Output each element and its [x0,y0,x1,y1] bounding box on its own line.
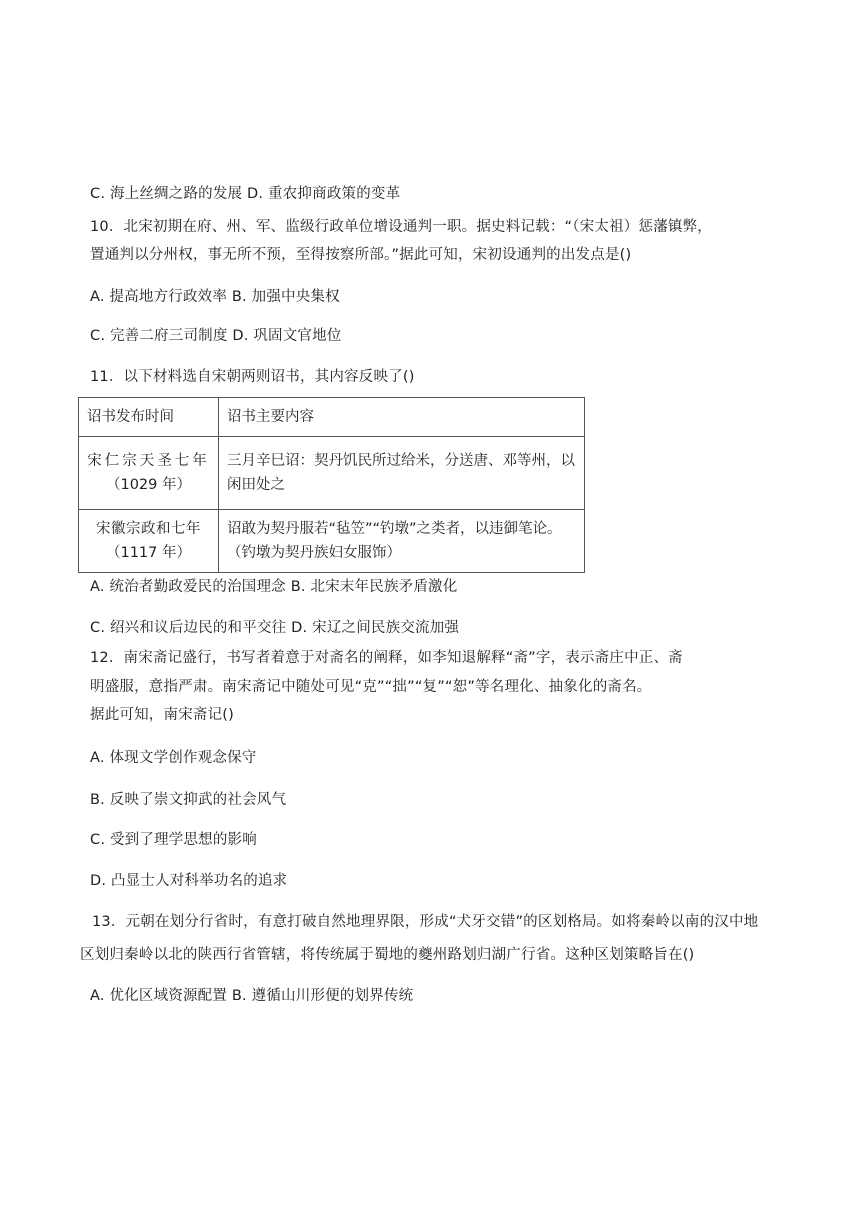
table-header-row [79,398,585,437]
edict-year: （1117 年） [105,545,191,561]
q13-options-ab: A. 优化区域资源配置 B. 遵循山川形便的划界传统 [90,988,414,1004]
q11-options-ab: A. 统治者勤政爱民的治国理念 B. 北宋末年民族矛盾激化 [90,579,458,595]
q10-options-ab: A. 提高地方行政效率 B. 加强中央集权 [90,289,340,305]
q13-stem-line-2: 区划归秦岭以北的陕西行省管辖，将传统属于蜀地的夔州路划归湖广行省。这种区划策略旨在() [80,947,695,963]
q12-option-c: C. 受到了理学思想的影响 [90,832,257,848]
q10-options-cd: C. 完善二府三司制度 D. 巩固文官地位 [90,328,342,344]
table-cell-time [79,510,219,573]
table-row [79,437,585,510]
q12-stem-line-2: 明盛服，意指严肃。南宋斋记中随处可见“克”“拙”“复”“恕”等名理化、抽象化的斋名。 [90,679,652,695]
edict-date: 宋徽宗政和七年 [96,521,201,537]
table-row [79,510,585,573]
q11-options-cd: C. 绍兴和议后边民的和平交往 D. 宋辽之间民族交流加强 [90,620,460,636]
q12-option-b: B. 反映了崇文抑武的社会风气 [90,792,287,808]
edict-date: 宋仁宗天圣七年 [87,453,210,469]
table-cell-content: 诏敢为契丹服若“毡笠”“钓墩”之类者，以违御笔论。（钓墩为契丹族妇女服饰） [219,510,585,573]
table-cell-content: 三月辛巳诏：契丹饥民所过给米，分送唐、邓等州，以闲田处之 [219,437,585,510]
q12-option-a: A. 体现文学创作观念保守 [90,750,257,766]
q13-stem-line-1: 13．元朝在划分行省时，有意打破自然地理界限，形成“犬牙交错”的区划格局。如将秦岭以南的汉中地 [92,914,759,930]
table-header-content: 诏书主要内容 [219,398,585,437]
q12-stem-line-1: 12．南宋斋记盛行，书写者着意于对斋名的阐释，如李知退解释“斋”字，表示斋庄中正、斋 [90,650,683,666]
q12-option-d: D. 凸显士人对科举功名的追求 [90,873,288,889]
q10-stem-line-1: 10．北宋初期在府、州、军、监级行政单位增设通判一职。据史料记载：“（宋太祖）惩藩镇弊， [90,219,713,235]
q9-options-cd: C. 海上丝绸之路的发展 D. 重农抑商政策的变革 [90,186,401,202]
edict-year: （1029 年） [105,477,191,493]
table-header-time: 诏书发布时间 [79,398,219,437]
q11-stem: 11．以下材料选自宋朝两则诏书，其内容反映了() [90,369,415,385]
q12-stem-line-3: 据此可知，南宋斋记() [90,707,235,723]
table-cell-time [79,437,219,510]
edict-table [78,397,585,573]
q10-stem-line-2: 置通判以分州权，事无所不预，至得按察所部。”据此可知，宋初设通判的出发点是() [90,247,632,263]
